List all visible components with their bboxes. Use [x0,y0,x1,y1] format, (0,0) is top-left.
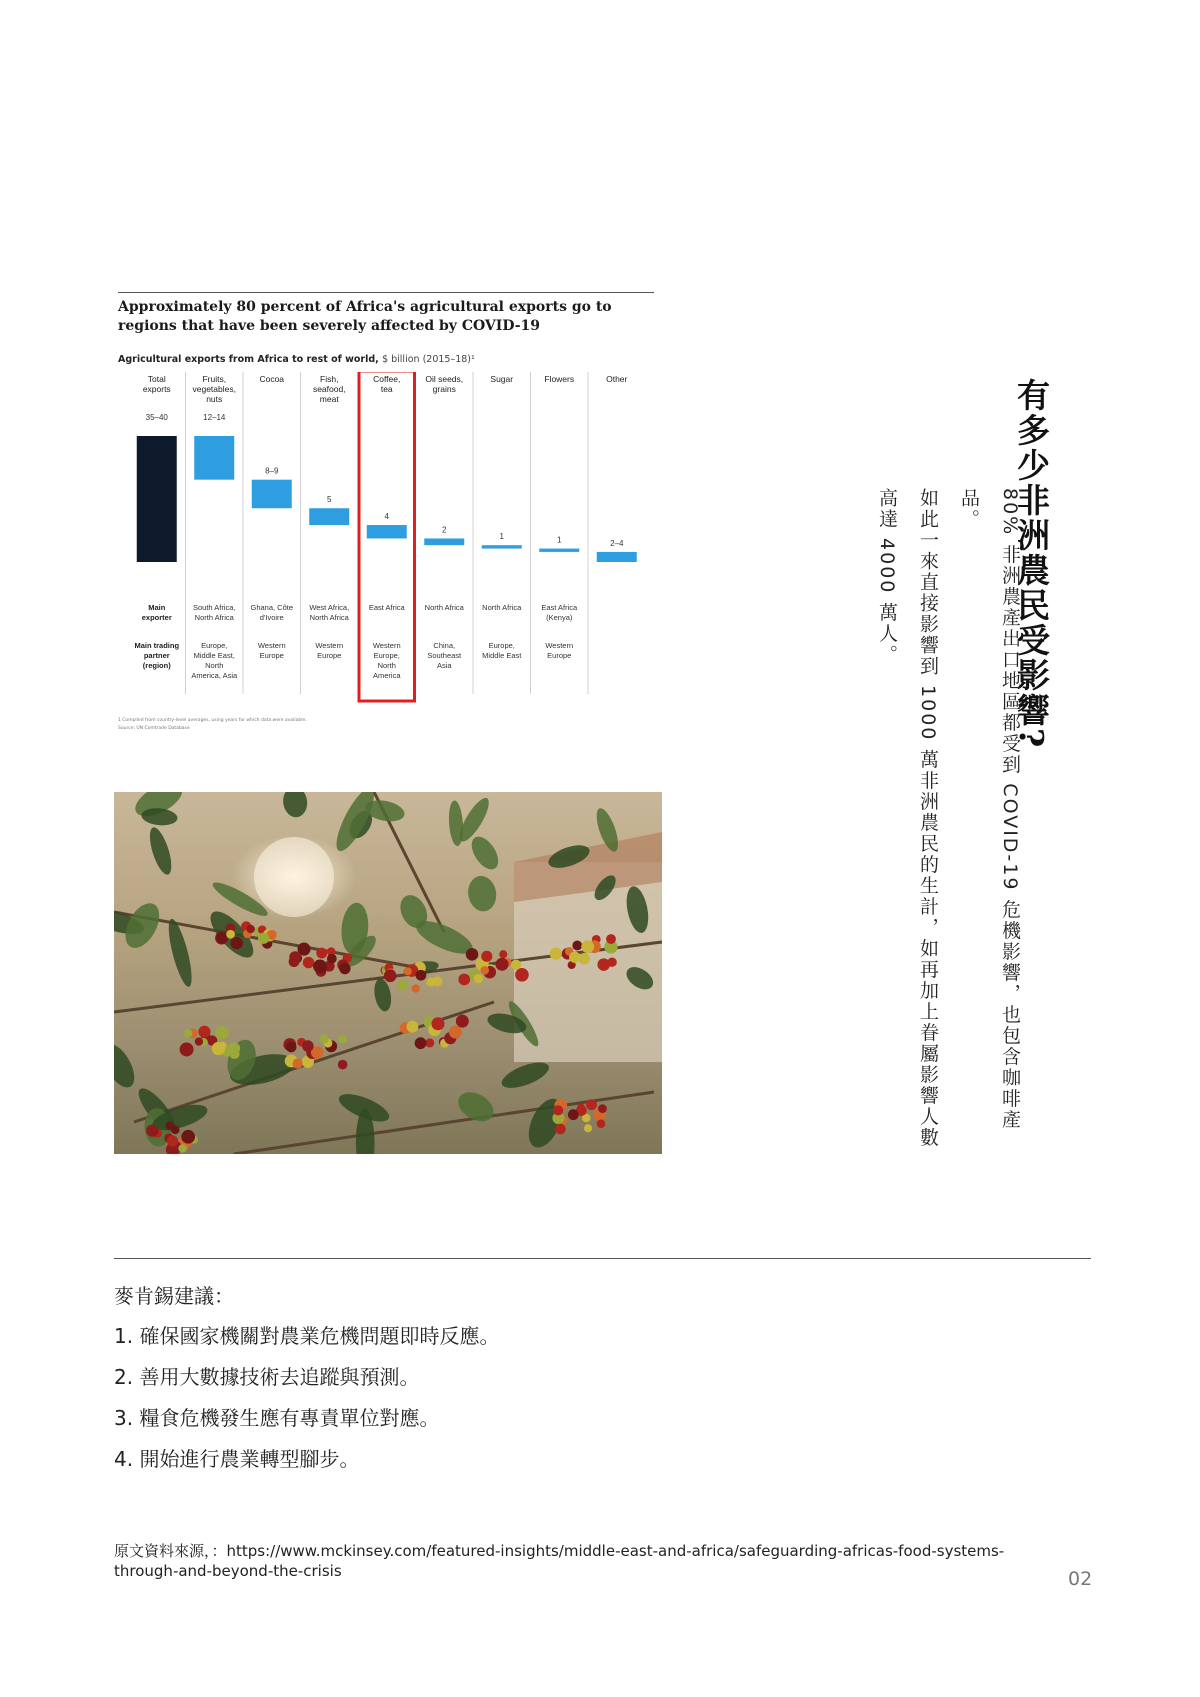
coffee-cherry [215,1026,228,1039]
category-label: exports [142,384,171,394]
main-exporter-text: (Kenya) [546,613,573,622]
category-label: Total [147,374,166,384]
coffee-cherry [184,1029,193,1038]
source-citation: 原文資料來源，：https://www.mckinsey.com/featured-insights/middle-east-and-africa/safeguarding-africas-food-systems-through-and-beyond-the-crisis [114,1542,1005,1580]
category-label: tea [380,384,393,394]
trading-partner-text: North [377,661,396,670]
value-label: 1 [499,532,504,542]
coffee-cherry [212,1042,225,1055]
category-label: Sugar [490,374,514,384]
category-label: meat [319,394,339,404]
category-label: Coffee, [373,374,401,384]
value-label: 4 [384,512,389,522]
figure-source: Source: UN Comtrade Database [118,726,190,731]
section-heading: 有多少非洲農民受影響? [1012,378,1051,750]
coffee-cherry [303,957,314,968]
coffee-cherry [515,968,529,982]
coffee-cherry [230,937,243,950]
coffee-cherry [338,1035,347,1044]
coffee-cherry [226,930,235,939]
figure-top-rule [118,292,654,293]
coffee-cherry [555,1124,566,1135]
coffee-cherry [466,948,478,960]
coffee-cherry [339,963,350,974]
category-label: Oil seeds, [425,374,464,384]
body-line-1: 80% 非洲農產出口地區都受到 COVID-19 危機影響，也包含咖啡產品。 [958,488,1021,1131]
main-exporter-text: East Africa [368,603,405,612]
coffee-cherry [572,941,582,951]
trading-partner-row-label: (region) [142,661,171,670]
leaf [499,1057,553,1093]
figure-title: Approximately 80 percent of Africa's agricultural exports go to regions that have been severely affected by COVID-19 [118,299,612,334]
coffee-cherry [598,1104,607,1113]
trading-partner-text: North [205,661,224,670]
coffee-cherry [597,1119,606,1128]
coffee-cherry [216,932,228,944]
main-exporter-text: North Africa [309,613,349,622]
coffee-cherry [495,958,508,971]
coffee-cherry [406,1021,418,1033]
main-exporter-text: North Africa [194,613,234,622]
recommendation-3: 3. 糧食危機發生應有專責單位對應。 [114,1406,440,1430]
category-label: Fish, [320,374,339,384]
figure-footnote: 1 Compiled from country-level averages, using years for which data were available. [118,718,307,723]
trading-partner-text: Western [257,641,286,650]
coffee-cherry [302,1040,314,1052]
trading-partner-text: Europe, [373,651,400,660]
figure-subtitle [118,354,475,365]
trading-partner-text: Middle East [482,651,522,660]
bar [482,545,522,548]
coffee-cherry [181,1130,195,1144]
coffee-cherry [313,960,327,974]
recommendation-2: 2. 善用大數據技術去追蹤與預測。 [114,1365,420,1389]
category-label: seafood, [312,384,346,394]
coffee-cherries-illustration [114,792,662,1154]
main-exporter-row-label: Main [148,603,166,612]
leaf [164,917,196,989]
coffee-cherry [167,1136,178,1147]
bar [597,552,637,562]
trading-partner-text: America, Asia [191,671,238,680]
coffee-cherry [577,1104,585,1112]
coffee-cherry [195,1037,203,1045]
value-label: 8–9 [265,466,279,476]
coffee-cherry [384,970,397,983]
leaf [372,977,394,1012]
bar [194,436,234,480]
coffee-cherry [198,1026,210,1038]
coffee-cherry [499,950,507,958]
trading-partner-text: Europe [317,651,342,660]
coffee-cherry [606,934,616,944]
export-bar-chart [114,372,654,712]
bar [539,549,579,552]
trading-partner-text: Europe [259,651,284,660]
recommendation-1: 1. 確保國家機關對農業危機問題即時反應。 [114,1324,500,1348]
category-label: grains [432,384,456,394]
coffee-cherries-photo [114,792,662,1154]
bar [309,508,349,525]
recommendation-4: 4. 開始進行農業轉型腳步。 [114,1447,360,1471]
coffee-cherry [165,1121,174,1130]
category-label: Other [606,374,628,384]
coffee-cherry [431,1017,444,1030]
trading-partner-text: China, [433,641,456,650]
coffee-cherry [425,1038,434,1047]
bar [424,538,464,545]
coffee-cherry [426,977,435,986]
coffee-cherry [338,1060,348,1070]
coffee-cherry [416,970,427,981]
coffee-cherry [581,940,594,953]
sun-flare [254,837,334,917]
value-label: 35–40 [145,413,168,422]
coffee-cherry [550,948,562,960]
chart-figure [114,292,654,740]
main-exporter-text: d'Ivoire [259,613,284,622]
figure-subtitle-text: Agricultural exports from Africa to rest of world, [118,354,379,365]
trading-partner-text: Western [315,641,344,650]
coffee-cherry [411,984,420,993]
main-exporter-text: South Africa, [192,603,236,612]
bar [252,480,292,509]
coffee-cherry [178,1144,187,1153]
trading-partner-text: Middle East, [193,651,235,660]
coffee-cherry [480,966,489,975]
coffee-cherry [553,1105,563,1115]
coffee-cherry [320,1034,329,1043]
category-label: Flowers [544,374,575,384]
trading-partner-text: Western [545,641,574,650]
coffee-cherry [404,967,412,975]
divider [114,1258,1091,1259]
value-label: 2–4 [610,538,624,548]
coffee-cherry [316,948,327,959]
coffee-cherry [289,951,301,963]
coffee-cherry [286,1042,297,1053]
main-exporter-text: Ghana, Côte [250,603,294,612]
coffee-cherry [397,980,408,991]
main-exporter-row-label: exporter [141,613,172,622]
leaf [465,874,498,914]
value-label: 2 [442,525,447,535]
coffee-cherry [415,1037,427,1049]
coffee-cherry [458,974,470,986]
coffee-cherry [456,1015,469,1028]
coffee-cherry [597,958,610,971]
coffee-cherry [246,925,255,934]
recommendations-title: 麥肯錫建議： [114,1284,234,1308]
category-label: nuts [206,394,223,404]
coffee-cherry [579,953,590,964]
page-number: 02 [1068,1568,1093,1590]
main-exporter-text: North Africa [482,603,522,612]
trading-partner-row-label: Main trading [134,641,180,650]
main-exporter-text: North Africa [424,603,464,612]
coffee-cherry [568,1109,579,1120]
leaf [146,825,176,877]
coffee-cherry [293,1058,303,1068]
coffee-cherry [449,1026,462,1039]
trading-partner-text: Western [372,641,401,650]
body-line-2: 如此一來直接影響到 1000 萬非洲農民的生計，如再加上眷屬影響人數 [917,488,939,1149]
value-label: 1 [557,535,562,545]
bar [137,436,177,562]
value-label: 5 [327,495,332,505]
category-label: Fruits, [202,374,227,384]
main-exporter-text: West Africa, [309,603,350,612]
leaf [114,1039,141,1092]
coffee-cherry [584,1124,592,1132]
body-text [866,488,1030,1168]
leaf [281,792,309,819]
coffee-cherry [258,933,269,944]
leaf [466,832,503,874]
trading-partner-text: Asia [436,661,452,670]
value-label: 12–14 [203,413,226,422]
trading-partner-text: Europe, [201,641,228,650]
category-label: Cocoa [259,374,285,384]
coffee-cherry [474,974,483,983]
trading-partner-row-label: partner [143,651,170,660]
trading-partner-text: Europe [547,651,572,660]
coffee-cherry [481,951,492,962]
figure-subtitle-unit: $ billion (2015–18)¹ [382,354,475,365]
coffee-cherry [569,952,580,963]
main-exporter-text: East Africa [541,603,578,612]
coffee-cherry [511,960,521,970]
coffee-cherry [327,954,337,964]
category-label: vegetables, [192,384,236,394]
trading-partner-text: America [372,671,401,680]
body-line-3: 高達 4000 萬人。 [876,488,898,666]
trading-partner-text: Europe, [488,641,515,650]
bar [367,525,407,538]
coffee-cherry [146,1125,158,1137]
coffee-cherry [586,1099,597,1110]
trading-partner-text: Southeast [427,651,462,660]
coffee-cherry [180,1042,194,1056]
